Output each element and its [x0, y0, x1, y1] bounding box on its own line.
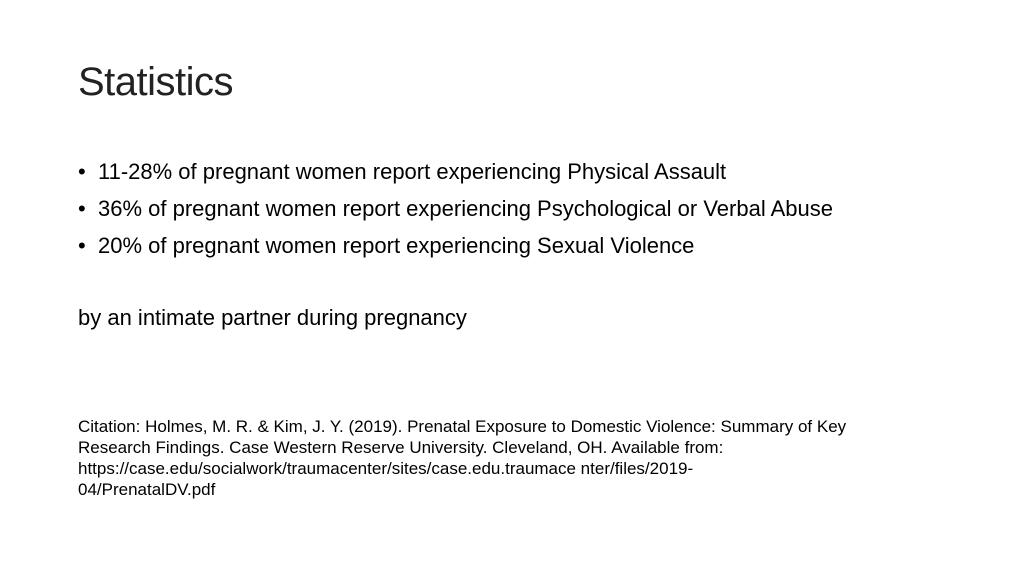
- bullet-list: [78, 153, 978, 264]
- citation: [78, 416, 958, 500]
- bullet-icon: •: [78, 159, 86, 184]
- bullet-item: [78, 153, 978, 190]
- bullet-icon: •: [78, 233, 86, 258]
- bullet-item: [78, 227, 978, 264]
- citation-line: 04/PrenatalDV.pdf: [78, 480, 216, 499]
- bullet-icon: •: [78, 196, 86, 221]
- citation-link: https://case.edu/socialwork/traumacenter/sites/case.edu.traumace nter/files/2019-: [78, 459, 694, 478]
- citation-line: Research Findings. Case Western Reserve University. Cleveland, OH. Available from:: [78, 438, 724, 457]
- slide-title: Statistics: [78, 60, 234, 104]
- bullet-text: 11-28% of pregnant women report experiencing Physical Assault: [98, 159, 727, 184]
- bullet-text: 36% of pregnant women report experiencing Psychological or Verbal Abuse: [98, 196, 834, 221]
- bullet-text: 20% of pregnant women report experiencing Sexual Violence: [98, 233, 695, 258]
- citation-line: Citation: Holmes, M. R. & Kim, J. Y. (2019). Prenatal Exposure to Domestic Violence: Summary of Key: [78, 417, 847, 436]
- bullet-item: [78, 190, 978, 227]
- closing-line: by an intimate partner during pregnancy: [78, 305, 467, 330]
